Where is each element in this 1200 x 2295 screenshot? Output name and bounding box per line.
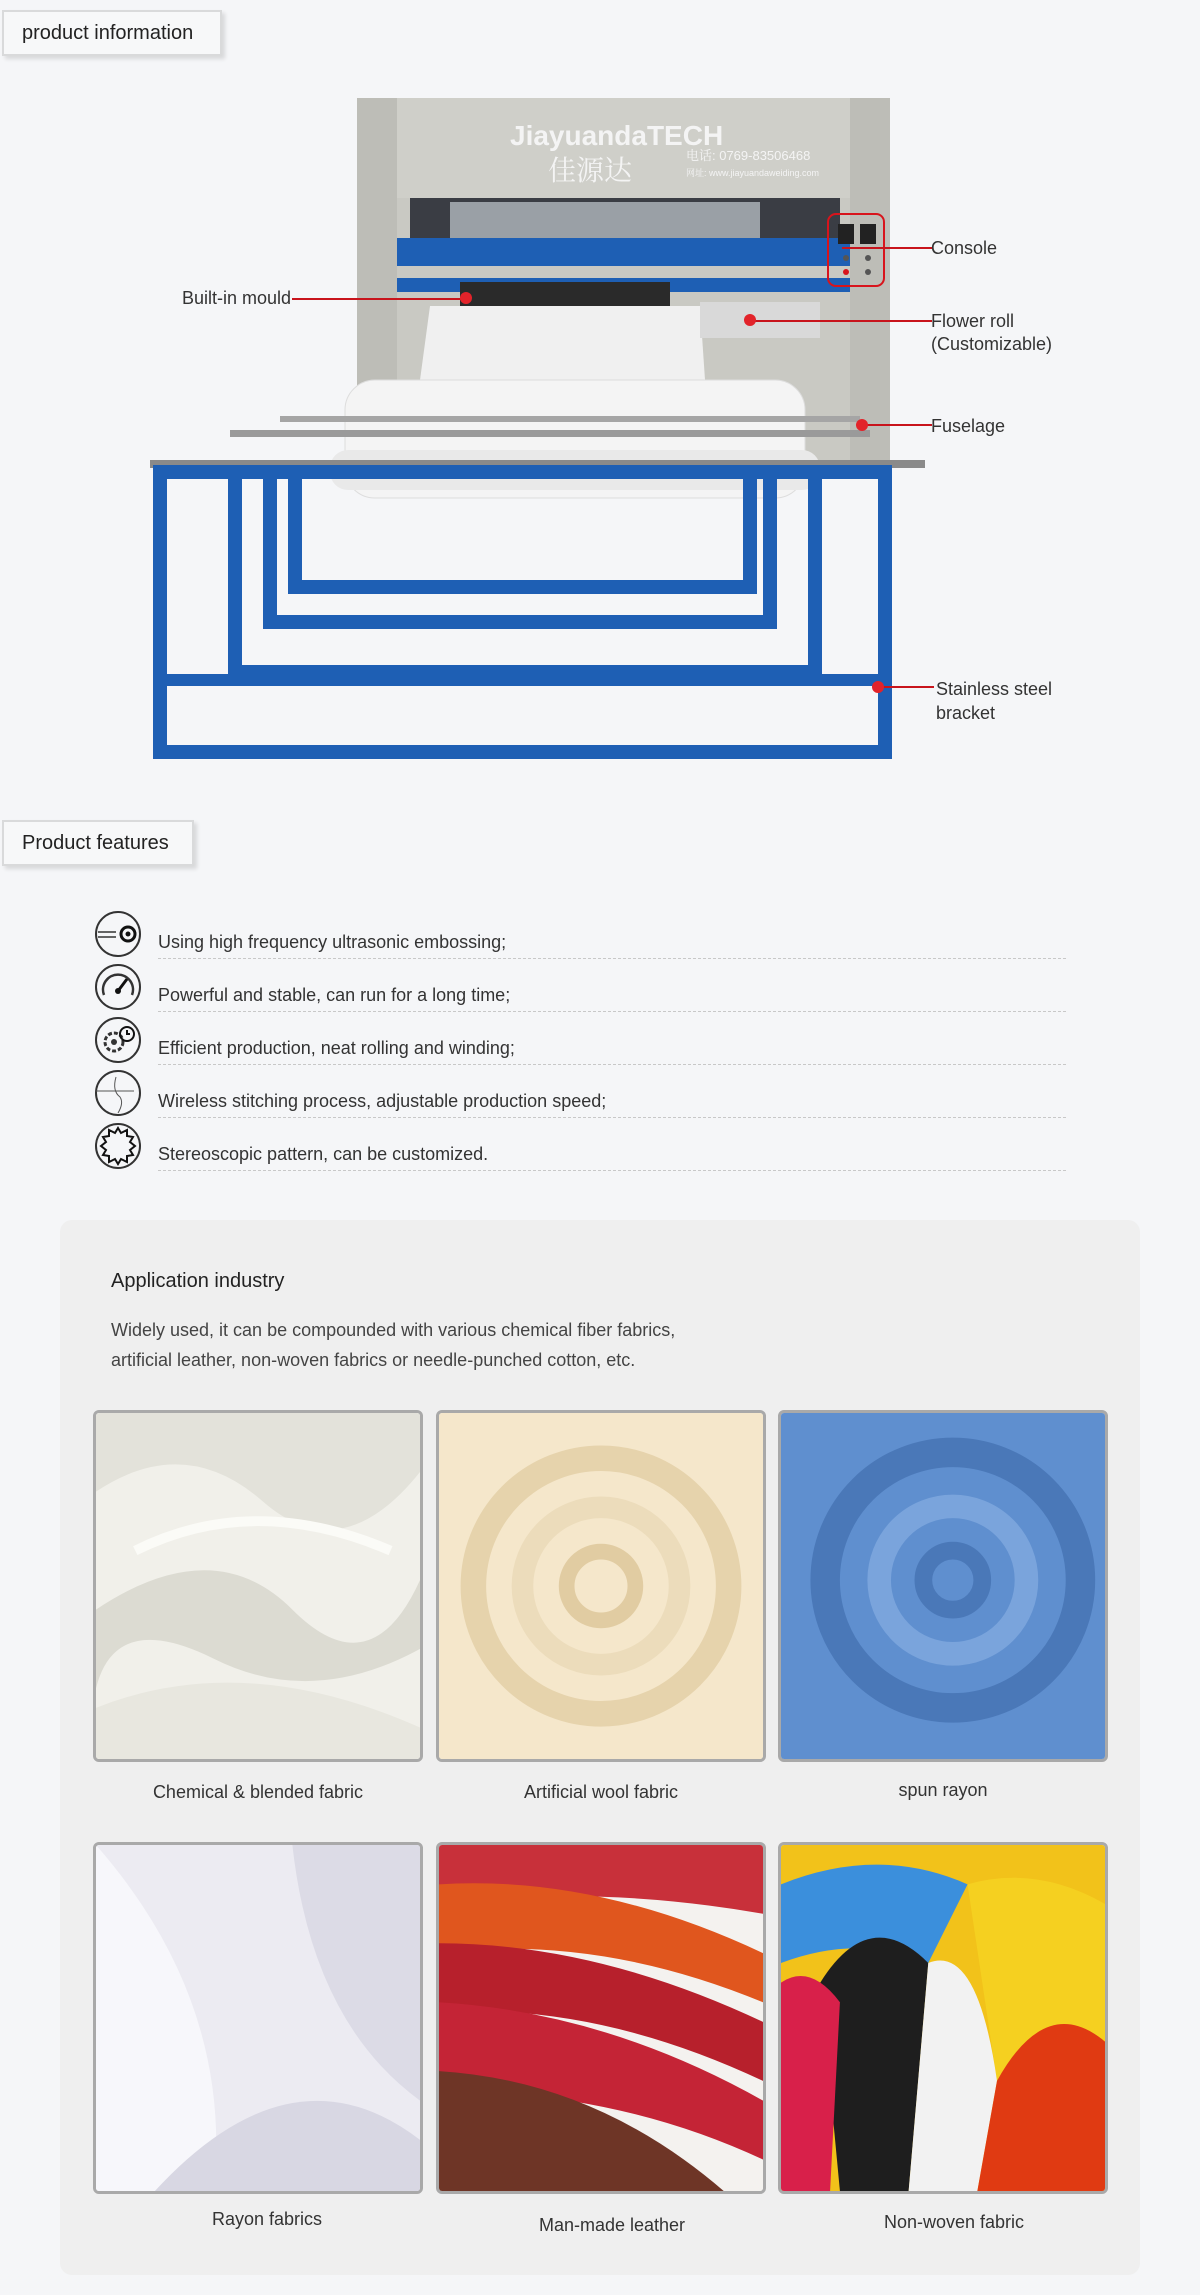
feature-text: Efficient production, neat rolling and winding; [158, 1038, 515, 1058]
fabric-image-artificial-wool [436, 1410, 766, 1762]
feature-divider [158, 958, 1066, 959]
callout-built-in-mould: Built-in mould [182, 288, 292, 308]
fabric-image-man-made-leather [436, 1842, 766, 2194]
fabric-image-chemical-blended [93, 1410, 423, 1762]
callout-flower-roll-line1: Flower roll [931, 311, 1015, 331]
machine-illustration [0, 80, 1200, 780]
gauge-icon [94, 963, 142, 1011]
stitching-icon [94, 1069, 142, 1117]
feature-text: Using high frequency ultrasonic embossing; [158, 932, 507, 952]
callout-console: Console [931, 238, 998, 258]
application-title: Application industry [111, 1270, 285, 1292]
application-description [111, 1315, 711, 1375]
product-information-label: product information [22, 21, 194, 44]
fabric-label: Non-woven fabric [883, 2212, 1025, 2232]
feature-divider [158, 1011, 1066, 1012]
feature-divider [158, 1117, 1066, 1118]
feature-text: Stereoscopic pattern, can be customized. [158, 1144, 489, 1164]
embossing-icon [94, 910, 142, 958]
feature-item [94, 1069, 1066, 1119]
application-industry-panel [60, 1220, 1140, 2275]
fabric-label: Rayon fabrics [211, 2209, 323, 2229]
brand-cn-text: 佳源达 [548, 154, 633, 187]
feature-item [94, 1122, 1066, 1172]
feature-item [94, 1016, 1066, 1066]
fabric-image-rayon [93, 1842, 423, 2194]
feature-divider [158, 1170, 1066, 1171]
fabric-image-non-woven [778, 1842, 1108, 2194]
fabric-label: Artificial wool fabric [523, 1782, 679, 1802]
feature-divider [158, 1064, 1066, 1065]
brand-logo-text: JiayuandaTECH [510, 120, 724, 151]
fabric-label: Man-made leather [538, 2215, 686, 2235]
product-features-tab [2, 820, 194, 866]
fabric-label: Chemical & blended fabric [152, 1782, 364, 1802]
feature-text: Powerful and stable, can run for a long time; [158, 985, 511, 1005]
callout-bracket-line2: bracket [936, 703, 996, 723]
product-information-tab [2, 10, 222, 56]
machine-image [0, 80, 1200, 780]
product-features-label: Product features [22, 831, 169, 854]
application-description-line1: Widely used, it can be compounded with various chemical fiber fabrics, [111, 1320, 676, 1340]
website-text: 网址: www.jiayuandaweiding.com [686, 168, 820, 178]
callout-bracket-line1: Stainless steel [936, 679, 1053, 699]
phone-text: 电话: 0769-83506468 [686, 148, 811, 163]
feature-text: Wireless stitching process, adjustable production speed; [158, 1091, 607, 1111]
gear-clock-icon [94, 1016, 142, 1064]
fabric-image-spun-rayon [778, 1410, 1108, 1762]
application-description-line2: artificial leather, non-woven fabrics or needle-punched cotton, etc. [111, 1350, 636, 1370]
callout-fuselage: Fuselage [931, 416, 1006, 436]
callout-flower-roll-line2: (Customizable) [931, 334, 1053, 354]
feature-item [94, 910, 1066, 960]
pattern-icon [94, 1122, 142, 1170]
feature-item [94, 963, 1066, 1013]
fabric-label: spun rayon [898, 1780, 988, 1800]
